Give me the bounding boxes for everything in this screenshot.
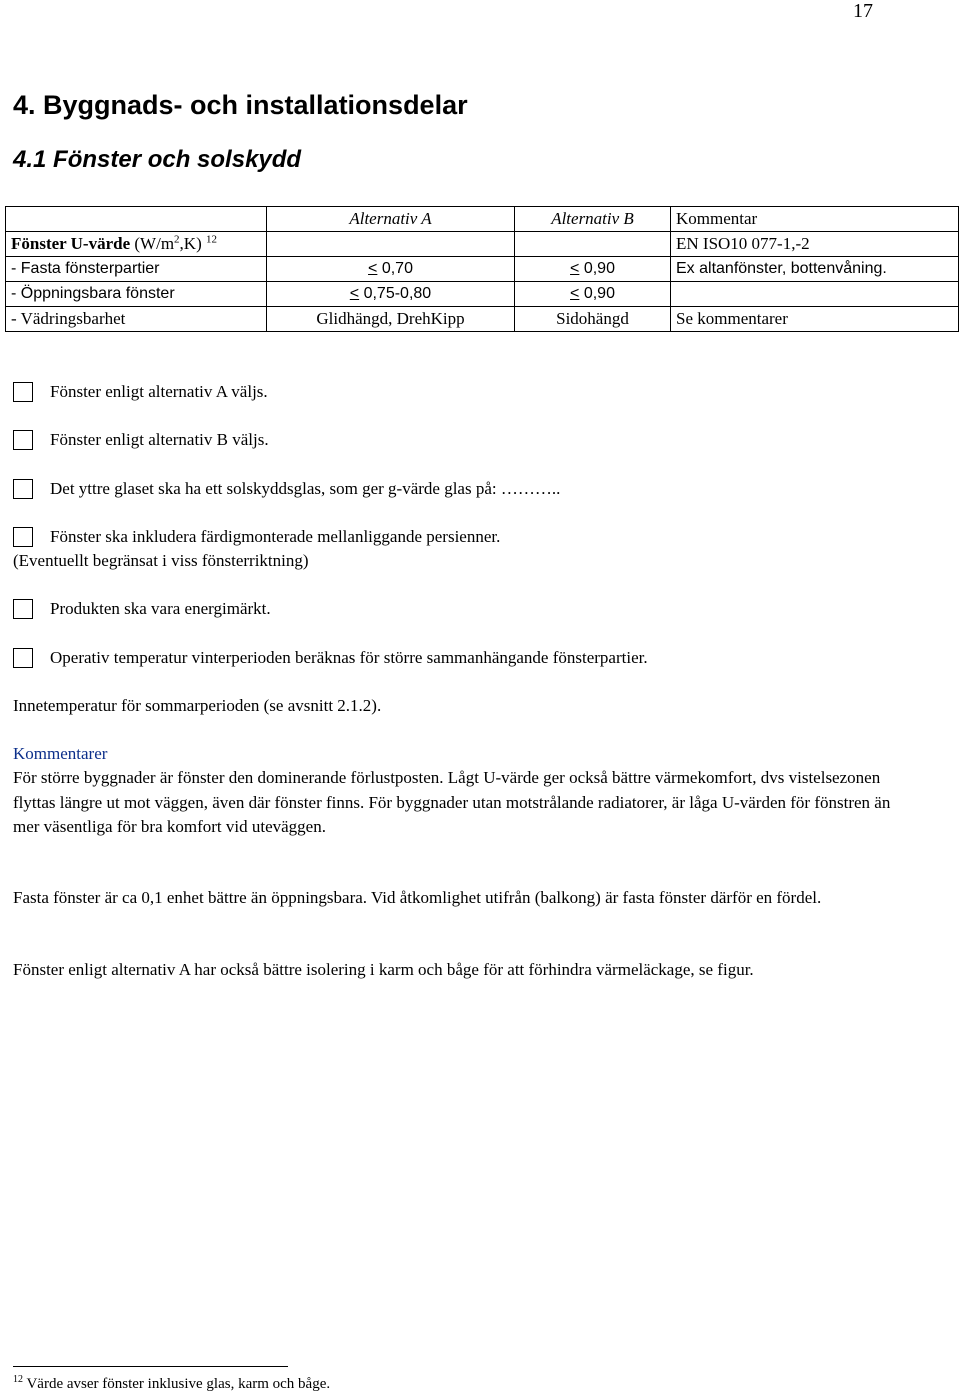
option-label: Fönster ska inkludera färdigmonterade mellanliggande persienner.: [50, 527, 501, 546]
uvalue-unit-pre: (W/m: [130, 234, 175, 253]
checkbox[interactable]: [13, 479, 33, 499]
option-label: Fönster enligt alternativ B väljs.: [50, 430, 269, 449]
row-comment: Se kommentarer: [671, 307, 959, 332]
header-alternativ-b: Alternativ B: [515, 207, 671, 232]
table-row-uvalue: [6, 232, 959, 257]
row-alt-a: Glidhängd, DrehKipp: [267, 307, 515, 332]
row-label: - Fasta fönsterpartier: [6, 257, 267, 282]
option-solskyddsglas[interactable]: [13, 477, 560, 501]
header-empty-cell: [6, 207, 267, 232]
table-row: [6, 282, 959, 307]
row-alt-b: < 0,90: [515, 257, 671, 282]
uvalue-a: [267, 232, 515, 257]
checkbox[interactable]: [13, 430, 33, 450]
row-comment: Ex altanfönster, bottenvåning.: [671, 257, 959, 282]
comment-paragraph: Fönster enligt alternativ A har också bättre isolering i karm och båge för att förhindra värmeläckage, se figur.: [13, 960, 754, 979]
uvalue-label: [6, 232, 267, 257]
footnote-number: 12: [13, 1374, 23, 1385]
uvalue-unit-sup: 2: [174, 233, 180, 246]
table-row: [6, 307, 959, 332]
option-label: Det yttre glaset ska ha ett solskyddsglas, som ger g-värde glas på: ………..: [50, 479, 561, 498]
footnote-divider: [13, 1366, 288, 1367]
table-row: [6, 257, 959, 282]
row-alt-a: < 0,75-0,80: [267, 282, 515, 307]
chapter-heading: 4. Byggnads- och installationsdelar: [13, 90, 468, 120]
uvalue-label-bold: Fönster U-värde: [11, 234, 131, 253]
header-alternativ-a: Alternativ A: [267, 207, 515, 232]
uvalue-b: [515, 232, 671, 257]
comment-paragraph: Fasta fönster är ca 0,1 enhet bättre än öppningsbara. Vid åtkomlighet utifrån (balkong) är fasta fönster därför en fördel.: [13, 888, 822, 907]
comment-paragraph: För större byggnader är fönster den dominerande förlustposten. Lågt U-värde ger också bättre värmekomfort, dvs vistelsezonen flyttas längre ut mot väggen, även där fönster finns. För byggnader utan motstrålande radiatorer, är låga U-värden för fönstren än mer väsentliga för bra komfort vid uteväggen.: [13, 768, 891, 836]
section-heading: 4.1 Fönster och solskydd: [13, 146, 302, 173]
row-label: - Öppningsbara fönster: [6, 282, 267, 307]
checkbox[interactable]: [13, 599, 33, 619]
footnote-text: Värde avser fönster inklusive glas, karm och båge.: [23, 1376, 331, 1392]
row-alt-a: < 0,70: [267, 257, 515, 282]
checkbox[interactable]: [13, 648, 33, 668]
option-energimarkt[interactable]: [13, 597, 271, 621]
option-persienner-note: (Eventuellt begränsat i viss fönsterriktning): [13, 551, 309, 570]
uvalue-unit-post: ,K): [179, 234, 202, 253]
row-alt-b: Sidohängd: [515, 307, 671, 332]
option-label: Produkten ska vara energimärkt.: [50, 599, 271, 618]
comments-heading: Kommentarer: [13, 744, 108, 763]
table-header-row: [6, 207, 959, 232]
row-alt-b: < 0,90: [515, 282, 671, 307]
row-label: - Vädringsbarhet: [6, 307, 267, 332]
option-persienner[interactable]: [13, 525, 500, 549]
footnote: [13, 1374, 330, 1394]
option-label: Fönster enligt alternativ A väljs.: [50, 382, 268, 401]
inner-temperature-text: Innetemperatur för sommarperioden (se avsnitt 2.1.2).: [13, 696, 382, 715]
window-spec-table: [5, 206, 959, 332]
footnote-ref: 12: [206, 233, 217, 246]
row-comment: [671, 282, 959, 307]
uvalue-comment: EN ISO10 077-1,-2: [671, 232, 959, 257]
checkbox[interactable]: [13, 527, 33, 547]
option-alternativ-a[interactable]: [13, 380, 268, 404]
checkbox[interactable]: [13, 382, 33, 402]
option-label: Operativ temperatur vinterperioden beräknas för större sammanhängande fönsterpartier.: [50, 648, 648, 667]
header-kommentar: Kommentar: [671, 207, 959, 232]
page-number: 17: [853, 0, 873, 22]
option-alternativ-b[interactable]: [13, 428, 269, 452]
option-operativ-temperatur[interactable]: [13, 646, 648, 670]
